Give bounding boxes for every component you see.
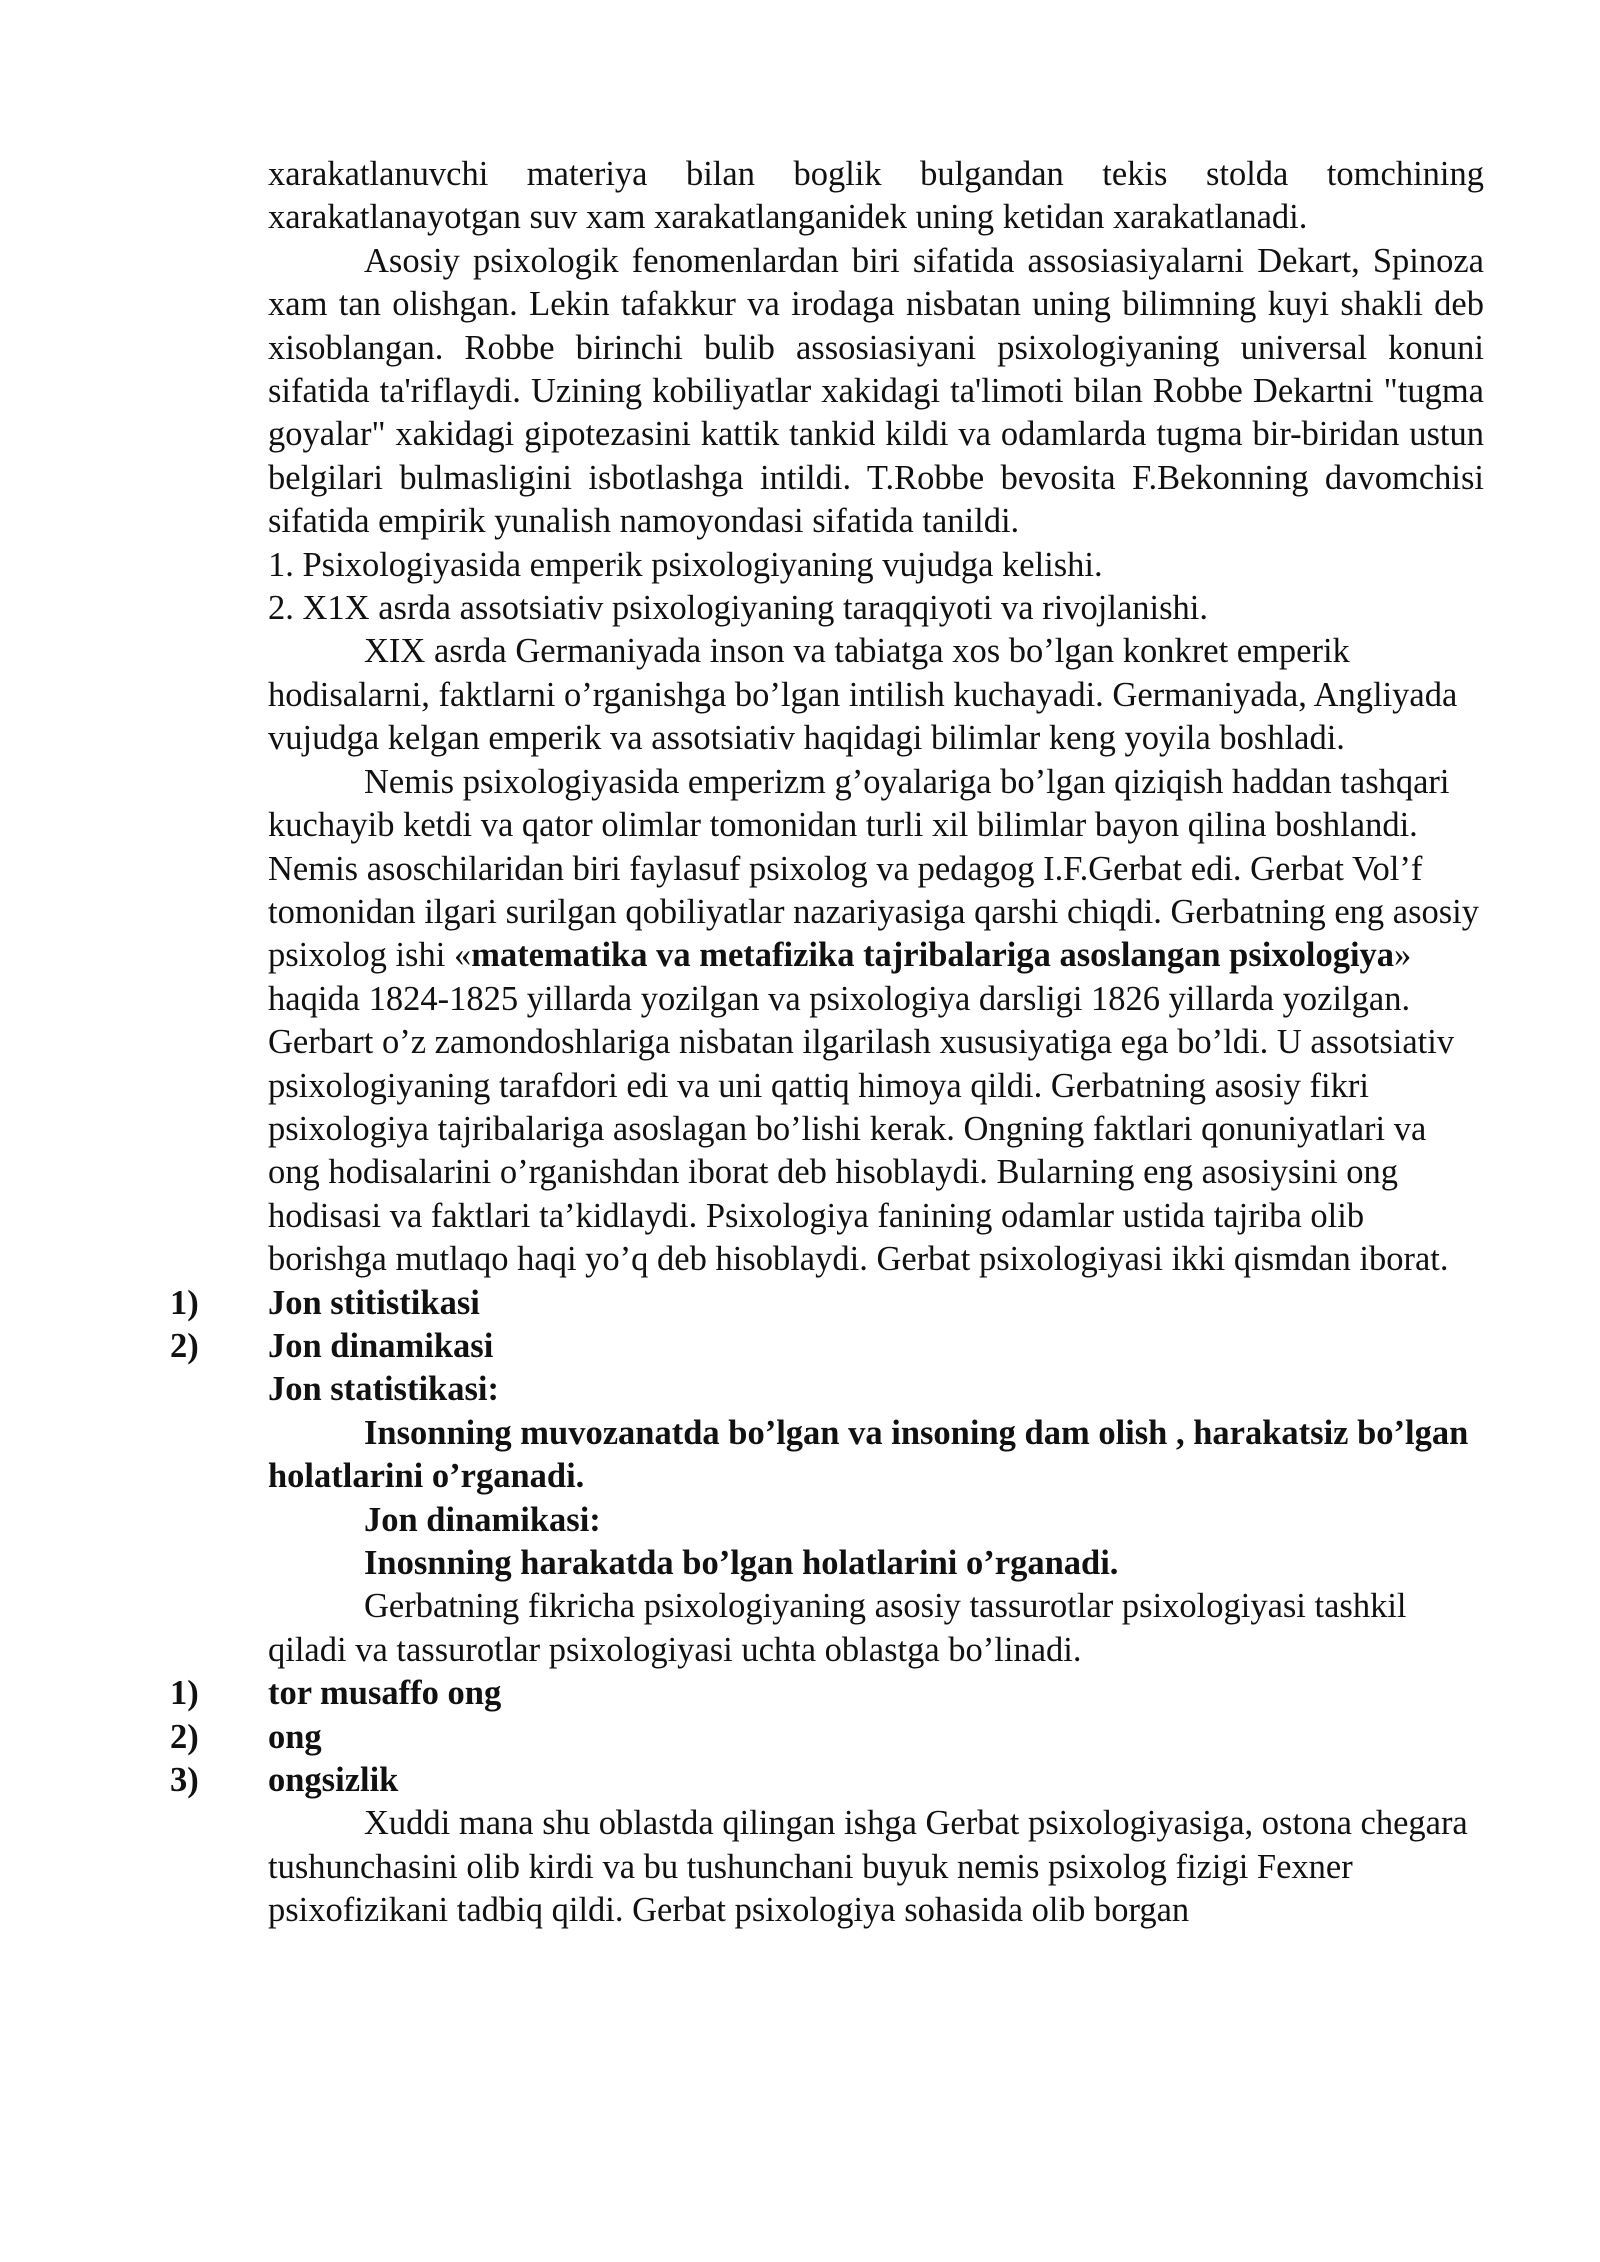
list-item	[170, 1716, 1484, 1759]
list-item-text: Jon dinamikasi	[268, 1326, 494, 1365]
list-item-text: Jon stitistikasi	[268, 1283, 480, 1322]
list-number: 1)	[170, 1283, 199, 1322]
paragraph-continuation: xarakatlanuvchi materiya bilan boglik bulgandan tekis stolda tomchining xarakatlanayotgan suv xam xarakatlanganidek uning ketidan xarakatlanadi.	[268, 155, 1484, 237]
list-item	[170, 1672, 1484, 1715]
book-title: matematika va metafizika tajribalariga asoslangan psixologiya	[471, 936, 1395, 975]
list-item-text: tor musaffo ong	[268, 1674, 502, 1713]
paragraph-gerbart	[268, 761, 1484, 1282]
question-1: 1. Psixologiyasida emperik psixologiyaning vujudga kelishi.	[268, 545, 1103, 584]
paragraph-associations: Asosiy psixologik fenomenlardan biri sifatida assosiasiyalarni Dekart, Spinoza xam tan olishgan. Lekin tafakkur va irodaga nisbatan uning bilimning kuyi shakli deb xisoblangan. Robbe birinchi bulib assosiasiyani psixologiyaning universal konuni sifatida ta'riflaydi. Uzining kobiliyatlar xakidagi ta'limoti bilan Robbe Dekartni "tugma goyalar" xakidagi gipotezasini kattik tankid kildi va odamlarda tugma bir-biridan ustun belgilari bulmasligini isbotlashga intildi. T.Robbe bevosita F.Bekonning davomchisi sifatida empirik yunalish namoyondasi sifatida tanildi.	[268, 241, 1484, 541]
paragraph-threshold: Xuddi mana shu oblastda qilingan ishga Gerbat psixologiyasiga, ostona chegara tushunchasini olib kirdi va bu tushunchani buyuk nemis psixolog fizigi Fexner psixofizikani tadbiq qildi. Gerbat psixologiya sohasida olib borgan	[268, 1804, 1468, 1930]
list-number: 1)	[170, 1674, 199, 1713]
list-item	[170, 1325, 1484, 1368]
list-item-text: ongsizlik	[268, 1761, 399, 1800]
paragraph-germany: XIX asrda Germaniyada inson va tabiatga xos bo’lgan konkret emperik hodisalarni, faktlarni o’rganishga bo’lgan intilish kuchayadi. Germaniyada, Angliyada vujudga kelgan emperik va assotsiativ haqidagi bilimlar keng yoyila boshladi.	[268, 632, 1458, 758]
jon-dinamikasi-body: Inosnning harakatda bo’lgan holatlarini o’rganadi.	[364, 1544, 1119, 1582]
jon-statistikasi-body: Insonning muvozanatda bo’lgan va insoning dam olish , harakatsiz bo’lgan holatlarini o’rganadi.	[268, 1413, 1469, 1496]
question-2: 2. X1X asrda assotsiativ psixologiyaning taraqqiyoti va rivojlanishi.	[268, 589, 1208, 628]
paragraph-gerbart-end: » haqida 1824-1825 yillarda yozilgan va psixologiya darsligi 1826 yillarda yozilgan. Gerbart o’z zamondoshlariga nisbatan ilgarilash xususiyatiga ega bo’ldi. U assotsiativ psixologiyaning tarafdori edi va uni qattiq himoya qildi. Gerbatning asosiy fikri psixologiya tajribalariga asoslagan bo’lishi kerak. Ongning faktlari qonuniyatlari va ong hodisalarini o’rganishdan iborat deb hisoblaydi. Bularning eng asosiysini ong hodisasi va faktlari ta’kidlaydi. Psixologiya fanining odamlar ustida tajriba olib borishga mutlaqo haqi yo’q deb hisoblaydi. Gerbat psixologiyasi ikki qismdan iborat.	[268, 936, 1455, 1279]
jon-statistikasi-heading: Jon statistikasi:	[268, 1370, 499, 1409]
list-number: 3)	[170, 1761, 199, 1800]
list-item	[170, 1759, 1484, 1802]
jon-dinamikasi-heading: Jon dinamikasi:	[364, 1500, 601, 1539]
list-item-text: ong	[268, 1717, 322, 1756]
list-number: 2)	[170, 1717, 199, 1756]
list-number: 2)	[170, 1326, 199, 1365]
list-item	[170, 1282, 1484, 1325]
paragraph-impressions: Gerbatning fikricha psixologiyaning asosiy tassurotlar psixologiyasi tashkil qiladi va tassurotlar psixologiyasi uchta oblastga bo’linadi.	[268, 1587, 1407, 1669]
paragraph-gerbart-start: Nemis psixologiyasida emperizm g’oyalariga bo’lgan qiziqish haddan tashqari kuchayib ketdi va qator olimlar tomonidan turli xil bilimlar bayon qilina boshlandi. Nemis asoschilaridan biri faylasuf psixolog va pedagog I.F.Gerbat edi. Gerbat Vol’f tomonidan ilgari surilgan qobiliyatlar nazariyasiga qarshi chiqdi. Gerbatning eng asosiy psixolog ishi «	[268, 762, 1480, 975]
